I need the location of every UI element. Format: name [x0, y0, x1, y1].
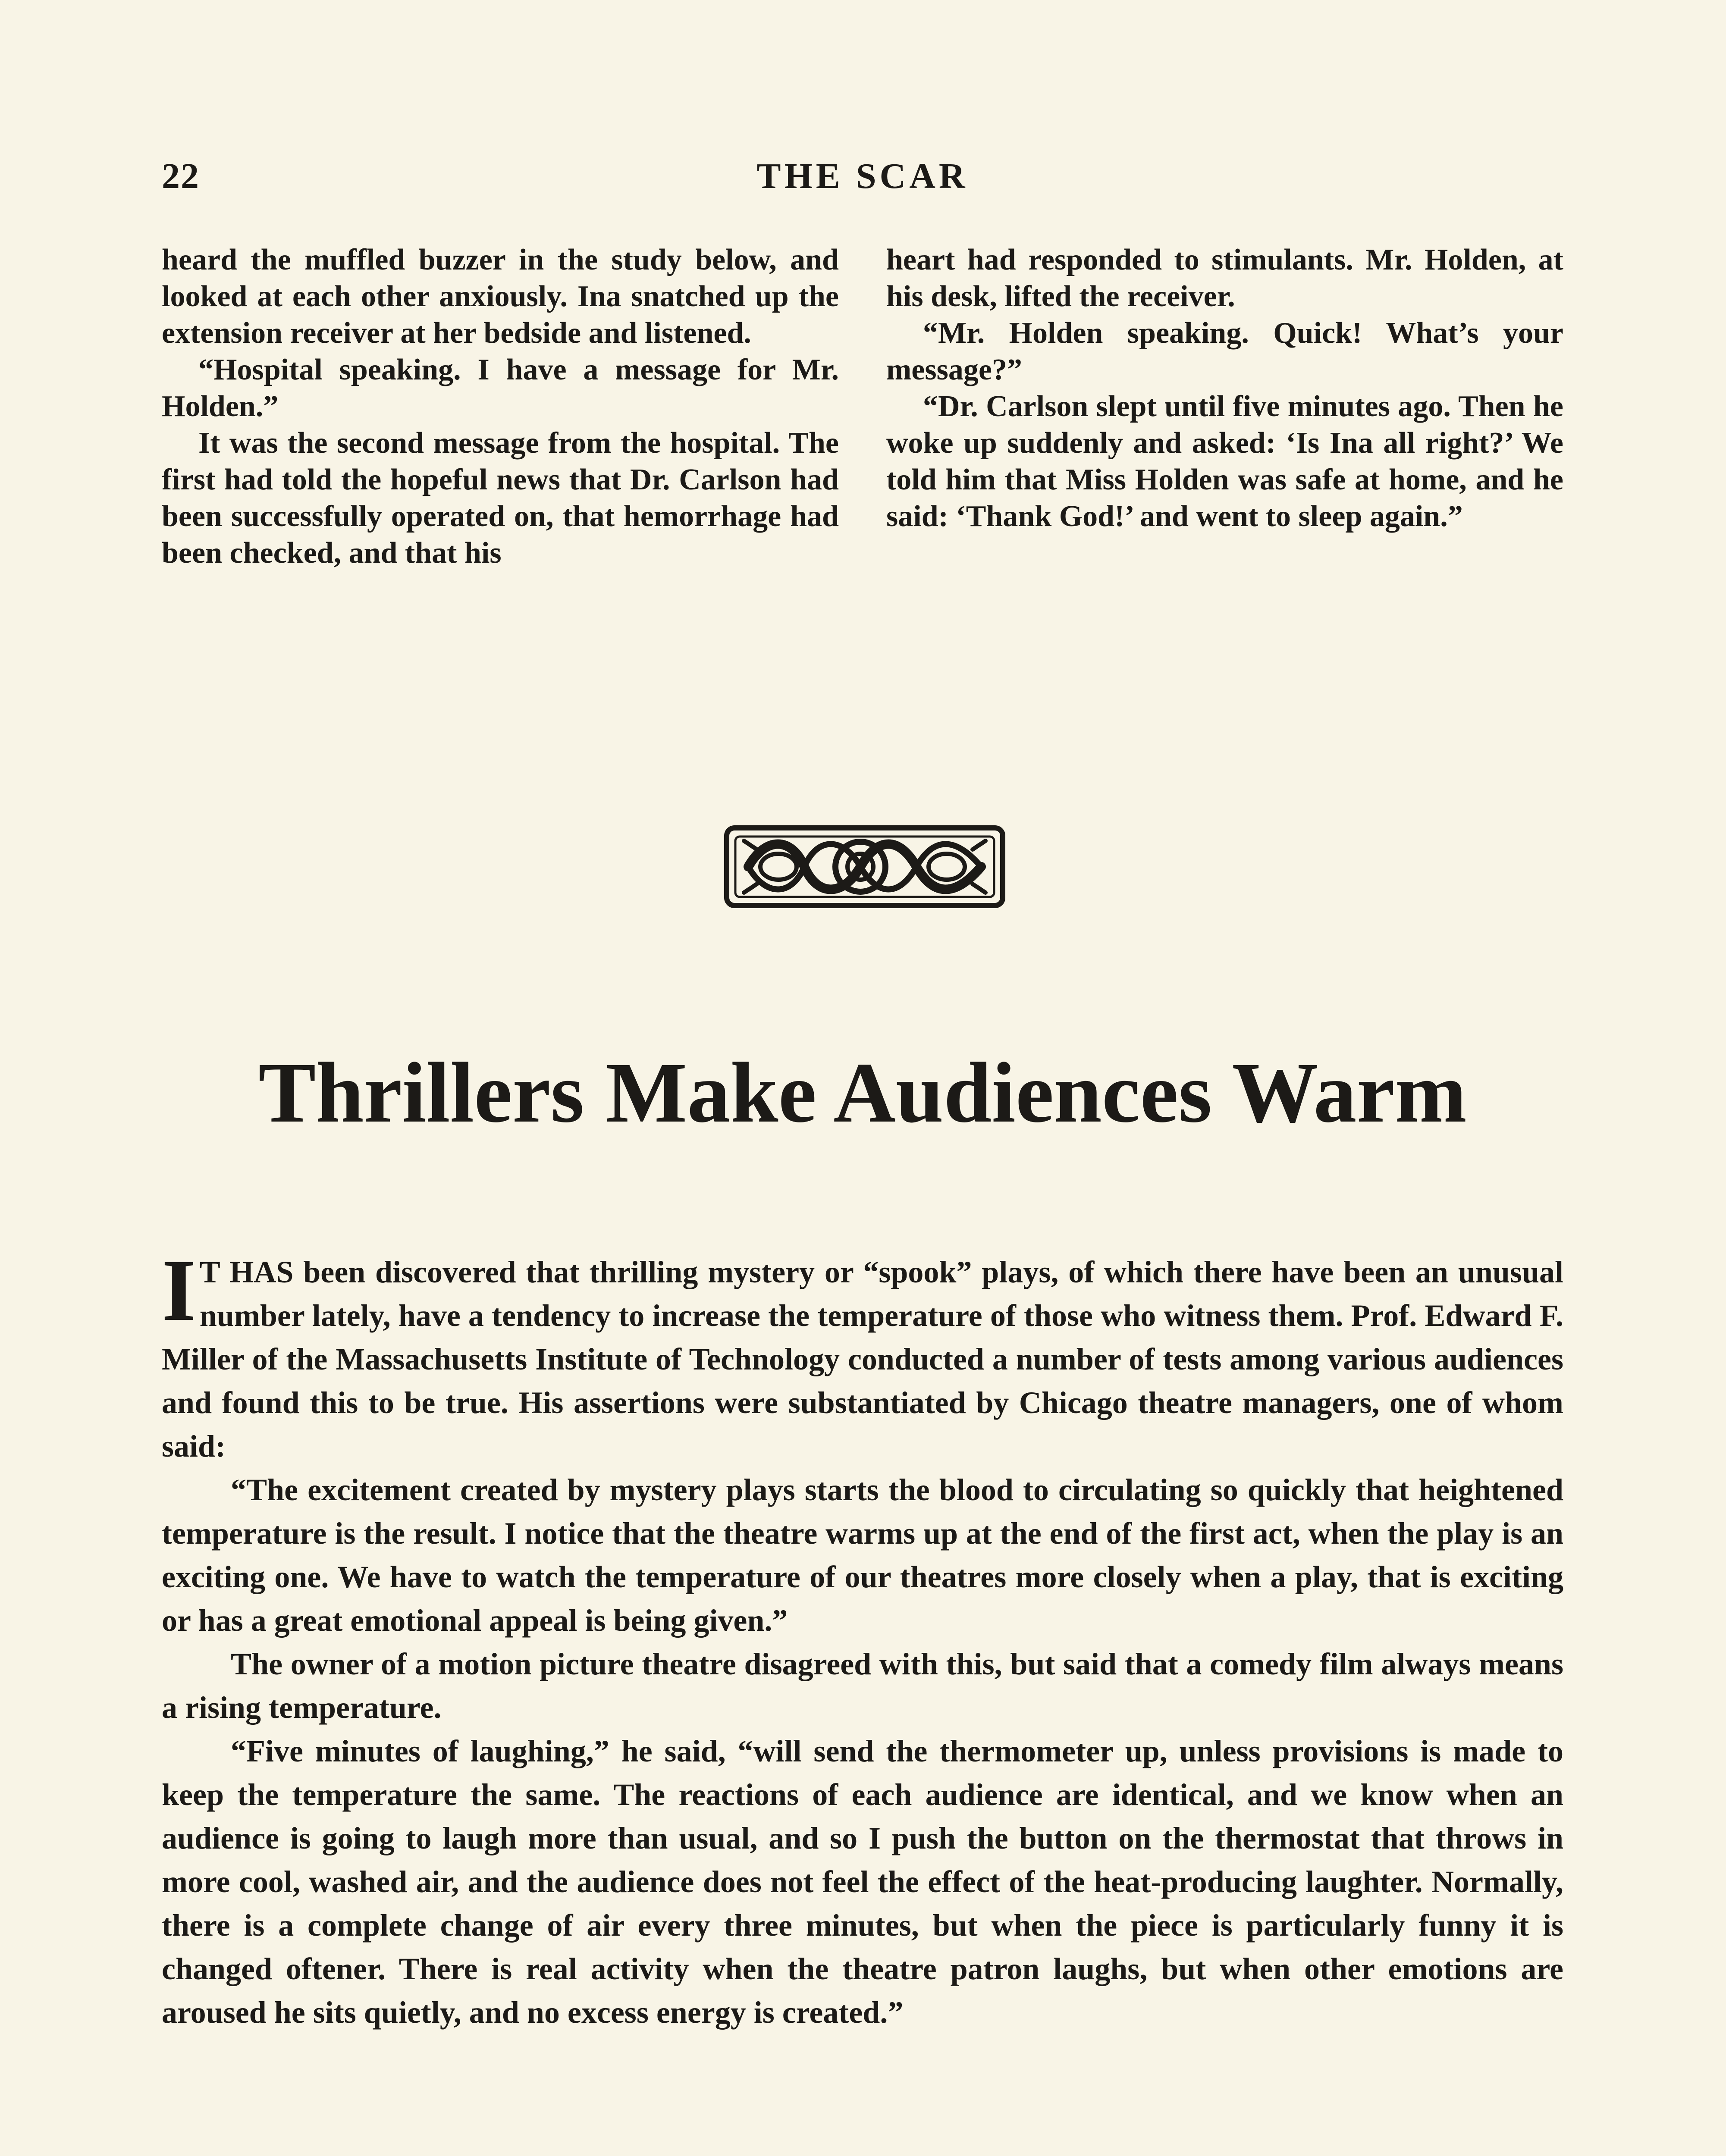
- lead-text: been discovered that thrilling mystery or “spook” plays, of which there have been an unusual number lately, have a tendency to increase the temperature of those who witness them. Prof. Edward F. Miller of the Massachusetts Institute of Technology conducted a number of tests among various audiences and found this to be true. His assertions were substantiated by Chicago theatre managers, one of whom said:: [162, 1255, 1563, 1463]
- story-left-column: [162, 241, 839, 571]
- article-paragraph: The owner of a motion picture theatre disagreed with this, but said that a comedy film always means a rising temperature.: [162, 1647, 1563, 1725]
- running-title: THE SCAR: [756, 156, 969, 196]
- story-paragraph: heart had responded to stimulants. Mr. Holden, at his desk, lifted the receiver.: [886, 243, 1563, 313]
- article-title: Thrillers Make Audiences Warm: [258, 1045, 1467, 1141]
- lead-caps: T HAS: [199, 1255, 294, 1289]
- story-paragraph: “Mr. Holden speaking. Quick! What’s your message?”: [886, 317, 1563, 386]
- article-body: [162, 1241, 1563, 2034]
- story-continuation: [162, 241, 1563, 571]
- article-lead-paragraph: [162, 1241, 1563, 1468]
- story-right-column: [886, 241, 1563, 571]
- story-paragraph: It was the second message from the hospital. The first had told the hopeful news that Dr. Carlson had been successfully operated on, that hemorrhage had been checked, and that his: [162, 426, 839, 570]
- story-paragraph: heard the muffled buzzer in the study below, and looked at each other anxiously. Ina snatched up the extension receiver at her bedside and listened.: [162, 243, 839, 350]
- story-paragraph: “Hospital speaking. I have a message for Mr. Holden.”: [162, 353, 839, 423]
- story-paragraph: “Dr. Carlson slept until five minutes ago. Then he woke up suddenly and asked: ‘Is Ina all right?’ We told him that Miss Holden was safe at home, and he said: ‘Thank God!’ and went to sleep again.”: [886, 390, 1563, 533]
- article-paragraph: “Five minutes of laughing,” he said, “will send the thermometer up, unless provisions is made to keep the temperature the same. The reactions of each audience are identical, and we know when an audience is going to laugh more than usual, and so I push the button on the thermostat that throws in more cool, washed air, and the audience does not feel the effect of the heat-producing laughter. Normally, there is a complete change of air every three minutes, but when the piece is particularly funny it is changed oftener. There is real activity when the theatre patron laughs, but when other emotions are aroused he sits quietly, and no excess energy is created.”: [162, 1734, 1563, 2030]
- drop-cap: I: [162, 1241, 196, 1339]
- article-paragraph: “The excitement created by mystery plays starts the blood to circulating so quickly that heightened temperature is the result. I notice that the theatre warms up at the end of the first act, when the play is an exciting one. We have to watch the temperature of our theatres more closely when a play, that is exciting or has a great emotional appeal is being given.”: [162, 1473, 1563, 1638]
- celtic-knot-ornament-icon: [718, 815, 1011, 918]
- running-header: [162, 155, 1563, 203]
- page-number: 22: [162, 156, 200, 196]
